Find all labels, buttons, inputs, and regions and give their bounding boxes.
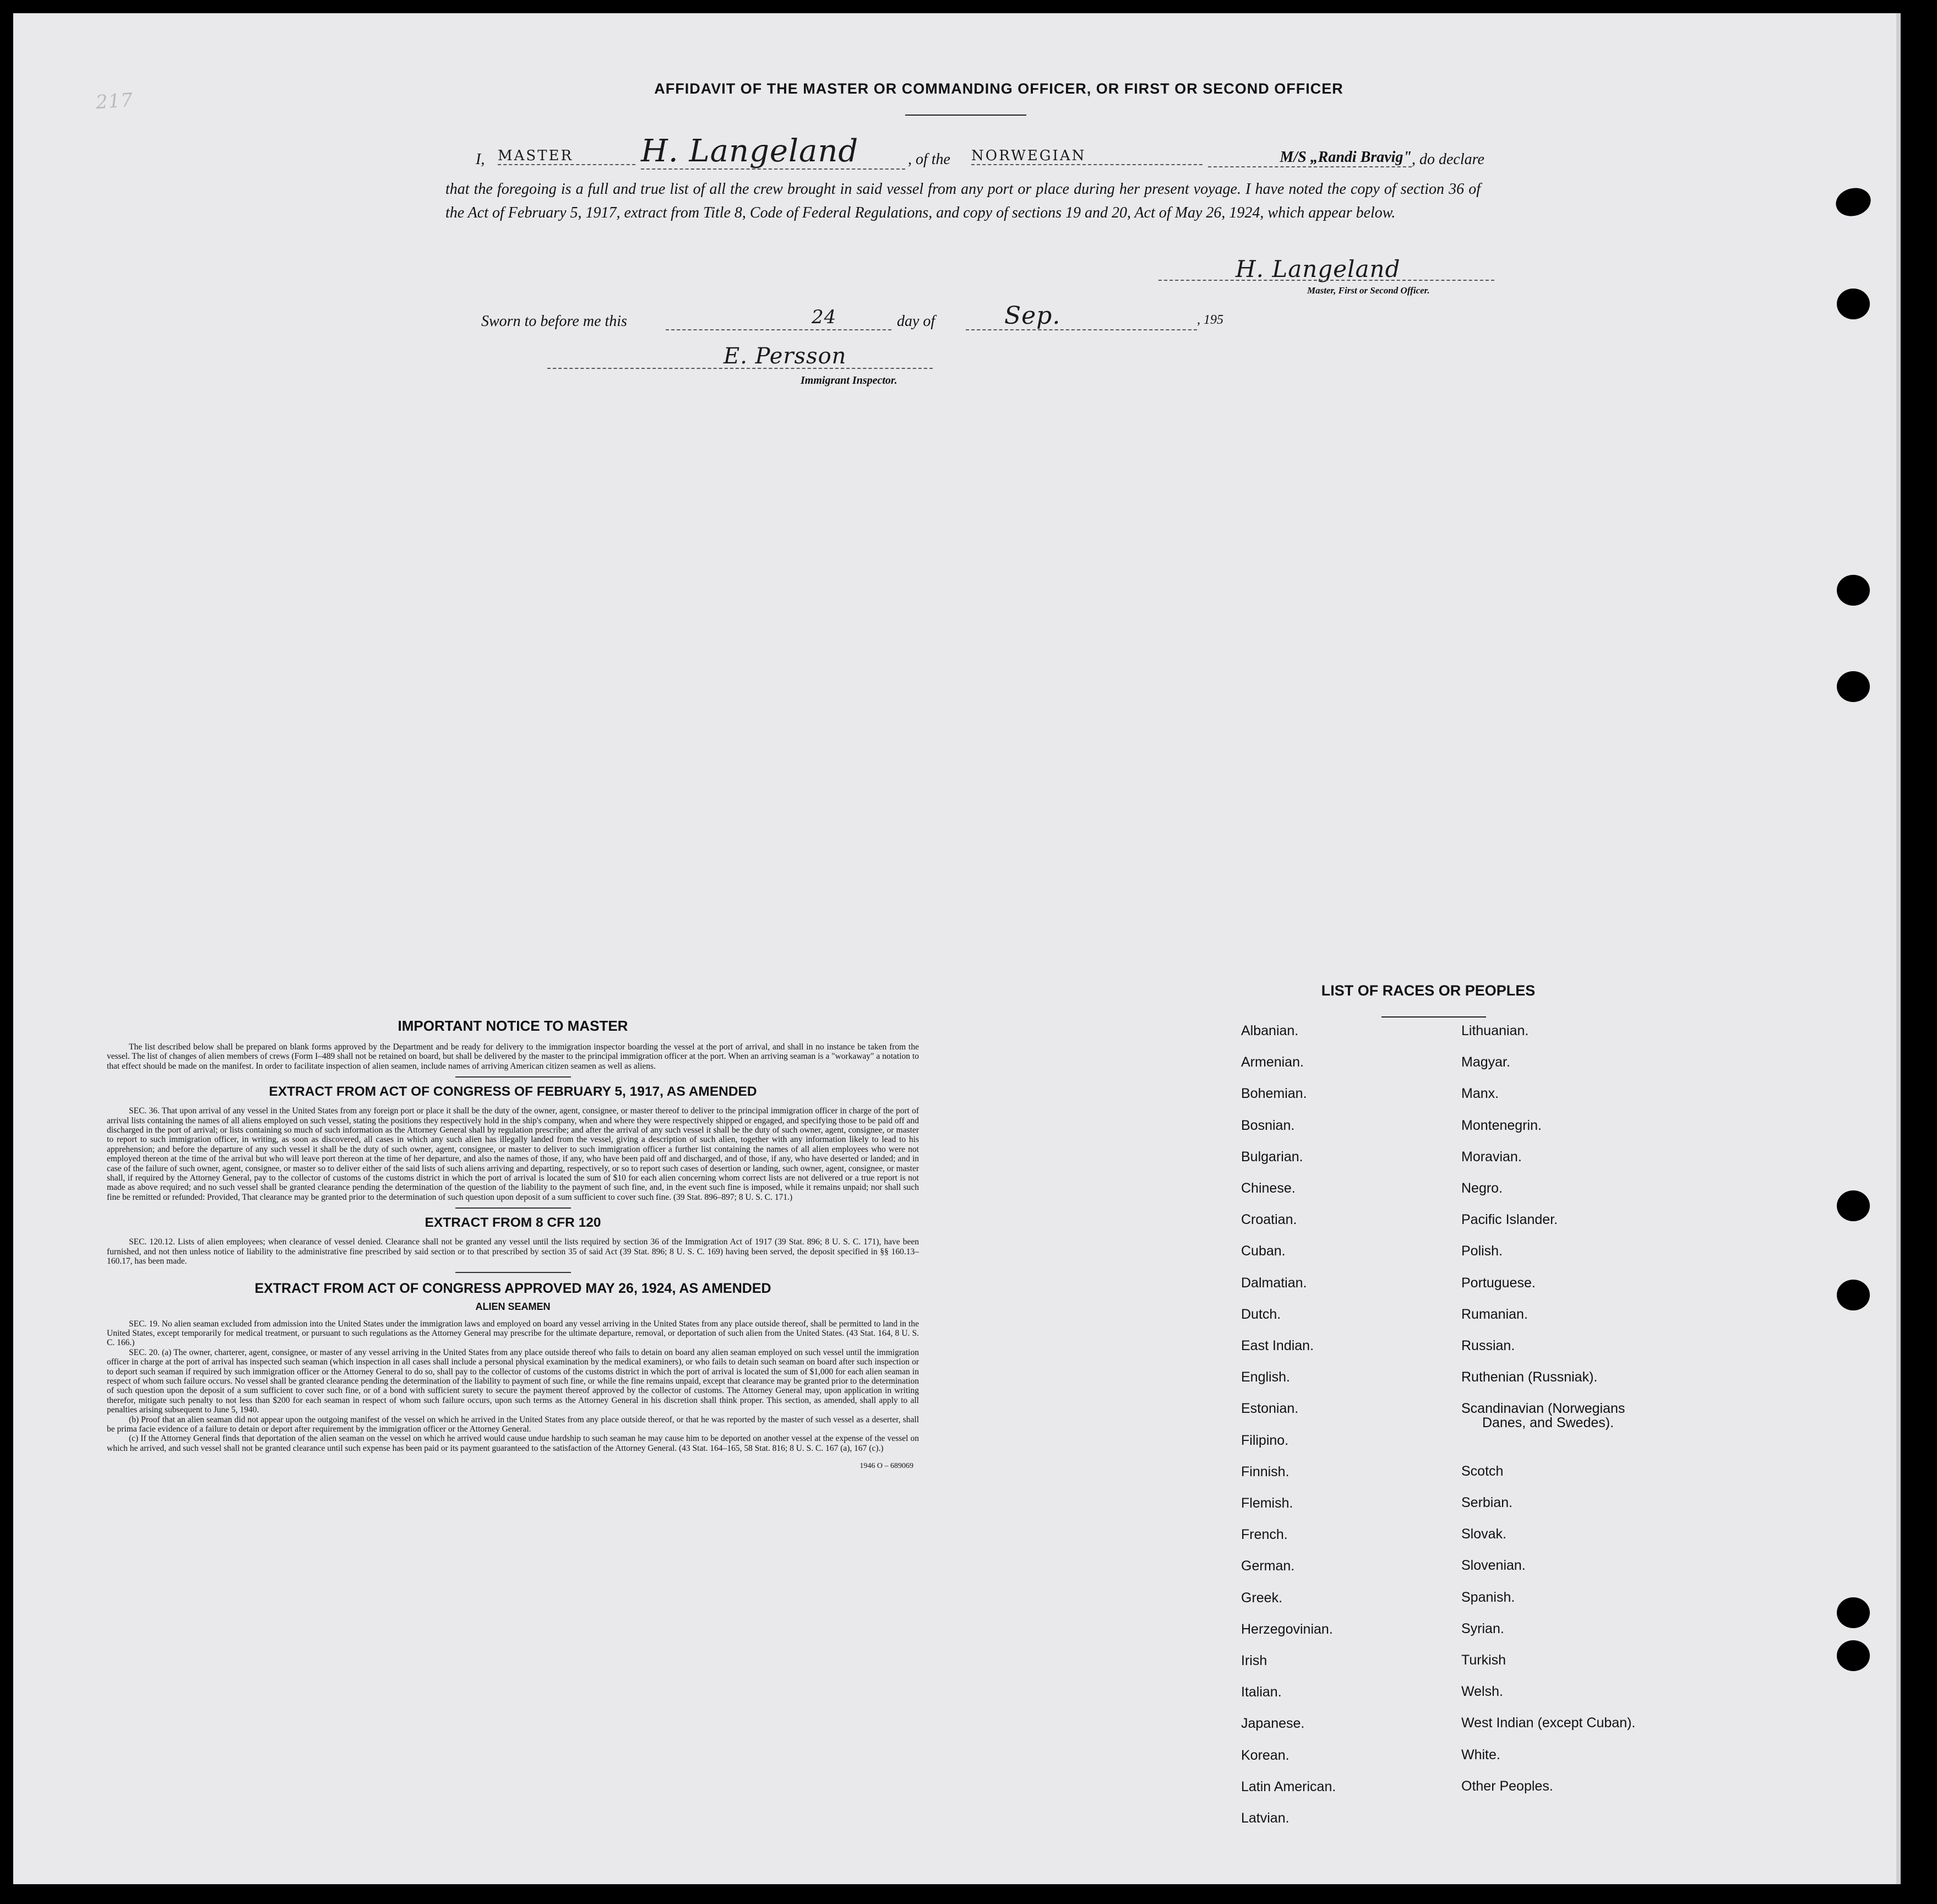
punch-hole — [1833, 184, 1874, 220]
race-item: Cuban. — [1241, 1243, 1286, 1259]
race-item: Syrian. — [1461, 1620, 1504, 1636]
race-item: Scotch — [1461, 1463, 1504, 1479]
race-item: Armenian. — [1241, 1054, 1304, 1070]
punch-hole — [1837, 1190, 1870, 1221]
race-item: Filipino. — [1241, 1432, 1289, 1448]
print-code: 1946 O – 689069 — [859, 1462, 913, 1471]
race-item: Japanese. — [1241, 1716, 1305, 1732]
punch-hole — [1837, 1280, 1870, 1310]
race-item: Greek. — [1241, 1590, 1283, 1606]
race-item: Portuguese. — [1461, 1275, 1536, 1291]
sec20c-text: (c) If the Attorney General finds that deportation of the alien seaman on the vessel on which he arrived would cause undue hardship to such seaman he may cause him to be deported on another vessel at the expense of the vessel on which he arrived, and such vessel shall not be granted clearance until such expense has been paid or its payment guaranteed to the satisfaction of the Attorney General. (43 Stat. 164–165, 58 Stat. 816; 8 U. S. C. 167 (a), 167 (c).) — [107, 1434, 919, 1453]
race-item: Finnish. — [1241, 1464, 1289, 1479]
punch-hole — [1837, 289, 1870, 319]
race-item: Flemish. — [1241, 1495, 1293, 1511]
extract-cfr-text: SEC. 120.12. Lists of alien employees; when clearance of vessel denied. Clearance shall not be granted any vessel until the lists required by section 36 of the Immigration Act of 1917 (39 Stat. 896; 8 U. S. C. 171), have been furnished, and not then unless notice of liability to the administrative fine prescribed by said section or to that prescribed by section 35 of said Act (39 Stat. 896; 8 U. S. C. 169) having been served, the deposit specified in §§ 160.13–160.17, has been made. — [107, 1237, 919, 1266]
race-item: Albanian. — [1241, 1023, 1299, 1038]
race-item: Polish. — [1461, 1243, 1503, 1259]
race-item: Latvian. — [1241, 1810, 1289, 1826]
extract-1917-title: EXTRACT FROM ACT OF CONGRESS OF FEBRUARY 5, 1917, AS AMENDED — [269, 1084, 757, 1100]
race-item: Pacific Islander. — [1461, 1212, 1558, 1228]
race-item: Ruthenian (Russniak). — [1461, 1369, 1598, 1385]
section-rule — [455, 1272, 571, 1273]
race-item: Irish — [1241, 1653, 1267, 1668]
races-title-rule — [1381, 1016, 1486, 1018]
race-item: Manx. — [1461, 1086, 1499, 1102]
punch-hole — [1837, 1597, 1870, 1628]
vessel-field: M/S „Randi Bravig" — [1208, 149, 1412, 167]
section-rule — [455, 1076, 571, 1078]
do-declare-label: , do declare — [1412, 151, 1484, 168]
punch-hole — [1837, 1640, 1870, 1671]
race-item: Chinese. — [1241, 1181, 1296, 1196]
race-item: Lithuanian. — [1461, 1023, 1529, 1038]
race-item: Bulgarian. — [1241, 1149, 1303, 1165]
master-signature: H. Langeland — [1236, 255, 1401, 282]
i-label: I, — [476, 151, 485, 168]
sworn-line — [481, 302, 1252, 337]
extract-1924-title: EXTRACT FROM ACT OF CONGRESS APPROVED MAY 26, 1924, AS AMENDED — [254, 1280, 771, 1296]
of-the-label: , of the — [908, 151, 950, 168]
position-field: MASTER — [498, 148, 635, 165]
race-item: Welsh. — [1461, 1684, 1503, 1700]
race-item: White. — [1461, 1747, 1500, 1762]
race-item: Turkish — [1461, 1652, 1506, 1668]
extract-1924-subtitle: ALIEN SEAMEN — [475, 1301, 551, 1312]
race-item: Dalmatian. — [1241, 1275, 1307, 1291]
race-item: Danes, and Swedes). — [1482, 1415, 1614, 1430]
race-item: East Indian. — [1241, 1338, 1314, 1353]
race-item: Dutch. — [1241, 1306, 1281, 1322]
sworn-label: Sworn to before me this — [481, 313, 627, 330]
inspector-caption: Immigrant Inspector. — [801, 374, 897, 387]
race-item: Bohemian. — [1241, 1086, 1307, 1102]
race-item: German. — [1241, 1558, 1295, 1574]
race-item: Slovak. — [1461, 1526, 1506, 1542]
punch-hole — [1837, 575, 1870, 606]
race-item: Croatian. — [1241, 1212, 1297, 1228]
race-item: Negro. — [1461, 1181, 1503, 1196]
sec20b-text: (b) Proof that an alien seaman did not appear upon the outgoing manifest of the vessel on which he arrived in the United States from any place outside thereof, or that he was reported by the master of such vessel as a deserter, shall be prima facie evidence of a failure to detain or deport after requirement by the immigration officer or the Attorney General. — [107, 1415, 919, 1434]
section-rule — [455, 1207, 571, 1209]
sec19-text: SEC. 19. No alien seaman excluded from admission into the United States under the immigration laws and employed on board any vessel arriving in the United States from any place outside thereof, shall be permitted to land in the United States, except temporarily for medical treatment, or pursuant to such regulations as the Attorney General may prescribe for the ultimate departure, removal, or deportation of such alien from the United States. (43 Stat. 164, 8 U. S. C. 166.) — [107, 1319, 919, 1348]
day-of-label: day of — [897, 313, 935, 330]
race-item: Korean. — [1241, 1747, 1289, 1763]
races-title: LIST OF RACES OR PEOPLES — [1321, 982, 1536, 999]
race-item: Herzegovinian. — [1241, 1621, 1333, 1637]
punch-hole — [1837, 671, 1870, 702]
sec20a-text: SEC. 20. (a) The owner, charterer, agent, consignee, or master of any vessel arriving in the United States from any place outside thereof who fails to detain on board any alien seaman employed on such vessel until the immigration officer in charge at the port of arrival has inspected such seaman (which inspection in all cases shall include a personal physical examination by the medical examiners), or who fails to detain such seaman on board after such inspection or to deport such seaman if required by such immigration officer or the Attorney General to do so, shall pay to the collector of customs of the customs district in which the port of arrival is located the sum of $1,000 for each alien seaman in respect of whom such failure occurs. No vessel shall be granted clearance pending the determination of the liability to payment of such fine, or while the fine remains unpaid, except that clearance may be granted prior to the determination of such question upon the deposit of a sum sufficient to cover such fine, or of a bond with sufficient surety to secure the payment thereof approved by the collector of customs. The Attorney General may, upon application in writing therefor, mitigate such penalty to not less than $200 for each seaman in respect of whom such failure occurs, upon such terms as the Attorney General in his discretion shall think proper. This section, as amended, shall apply to all penalties arising subsequent to June 5, 1940. — [107, 1347, 919, 1415]
race-item: Bosnian. — [1241, 1117, 1295, 1133]
nationality-field: NORWEGIAN — [971, 148, 1203, 165]
sworn-month-line — [966, 309, 1197, 330]
race-item: Spanish. — [1461, 1589, 1515, 1605]
notice-title: IMPORTANT NOTICE TO MASTER — [398, 1018, 628, 1034]
inspector-signature-line — [547, 367, 933, 369]
race-item: Latin American. — [1241, 1778, 1336, 1794]
race-item: Rumanian. — [1461, 1306, 1528, 1322]
extract-cfr-title: EXTRACT FROM 8 CFR 120 — [425, 1215, 601, 1231]
sworn-month: Sep. — [1004, 302, 1061, 330]
title-rule — [905, 115, 1026, 116]
race-item: Montenegrin. — [1461, 1117, 1542, 1133]
race-item: Magyar. — [1461, 1054, 1510, 1070]
document-page — [13, 13, 1901, 1884]
corner-mark: 217 — [95, 89, 134, 114]
master-signature-block — [1158, 255, 1500, 311]
extract-1917-text: SEC. 36. That upon arrival of any vessel in the United States from any foreign port or place it shall be the duty of the owner, agent, consignee, or master thereof to deliver to the principal immigration officer in charge of the port of arrival lists containing the names of all aliens employed on such vessel, stating the positions they respectively hold in the ship's company, when and where they were respectively shipped or engaged, and specifying those to be paid off and discharged in the port of arrival; or lists containing so much of such information as the Attorney General shall by regulation prescribe; and after the arrival of any such vessel it shall be the duty of such owner, agent, consignee, or master to report to such immigration officer, in writing, as soon as discovered, all cases in which any such alien has illegally landed from the vessel, giving a description of such alien, together with any information likely to lead to his apprehension; and before the departure of any such vessel it shall be the duty of such owner, agent, consignee, or master to deliver to such immigration officer a further list containing the names of all alien employees who were not employed thereon at the time of the arrival but who will leave port thereon at the time of her departure, and also the names of those, if any, who have been paid off and discharged, and of those, if any, who have deserted or landed; and in case of the failure of such owner, agent, consignee, or master so to deliver either of the said lists of such aliens arriving and departing, respectively, or so to report such cases of desertion or landing, such owner, agent, consignee, or master shall, if required by the Attorney General, pay to the collector of customs of the customs district in which the port of arrival is located the sum of $10 for each alien concerning whom correct lists are not delivered or a true report is not made as above required; and no such vessel shall be granted clearance pending the determination of the question of the liability to the payment of such fine, and, in the event such fine is imposed, while it remains unpaid; nor shall such fine be remitted or refunded: Provided, That clearance may be granted prior to the determination of such question upon deposit of a sum sufficient to cover such fine. (39 Stat. 896–897; 8 U. S. C. 171.) — [107, 1106, 919, 1202]
inspector-signature: E. Persson — [723, 344, 847, 369]
race-item: Moravian. — [1461, 1149, 1522, 1165]
sworn-day: 24 — [812, 306, 837, 328]
race-item: Scandinavian (Norwegians — [1461, 1401, 1625, 1417]
race-item: West Indian (except Cuban). — [1461, 1715, 1636, 1731]
race-item: Slovenian. — [1461, 1558, 1526, 1574]
legal-column — [107, 1018, 919, 1471]
race-item: Italian. — [1241, 1684, 1282, 1700]
affidavit-title: AFFIDAVIT OF THE MASTER OR COMMANDING OFFICER, OR FIRST OR SECOND OFFICER — [654, 80, 1343, 97]
race-item: French. — [1241, 1527, 1288, 1543]
master-signature-caption: Master, First or Second Officer. — [1307, 285, 1430, 296]
notice-text: The list described below shall be prepared on blank forms approved by the Department and be ready for delivery to the immigration inspector boarding the vessel at the port of arrival, and shall in no instance be taken from the vessel. The list of changes of alien members of crews (Form I–489 shall not be retained on board, but shall be delivered by the master to the principal immigration officer at the port. When an arriving seaman is a "workaway" a notation to that effect should be made on the manifest. In order to facilitate inspection of alien seamen, include names of arriving American citizen seamen as well as aliens. — [107, 1042, 919, 1071]
race-item: Serbian. — [1461, 1495, 1513, 1510]
affidavit-body: that the foregoing is a full and true list of all the crew brought in said vessel from any port or place during her present voyage. I have noted the copy of section 36 of the Act of February 5, 1917, extract from Title 8, Code of Federal Regulations, and copy of sections 19 and 20, Act of May 26, 1924, which appear below. — [445, 181, 1481, 221]
name-underline — [641, 150, 905, 170]
race-item: Russian. — [1461, 1338, 1515, 1353]
affidavit-declaration-line — [443, 133, 1511, 174]
master-name-field: H. Langeland — [641, 133, 859, 169]
master-signature-line — [1158, 279, 1494, 281]
sworn-day-line — [666, 309, 891, 330]
sworn-year: , 195 — [1197, 313, 1223, 327]
race-item: English. — [1241, 1369, 1290, 1385]
race-item: Estonian. — [1241, 1401, 1299, 1417]
race-item: Other Peoples. — [1461, 1778, 1553, 1794]
inspector-signature-block — [547, 344, 944, 404]
